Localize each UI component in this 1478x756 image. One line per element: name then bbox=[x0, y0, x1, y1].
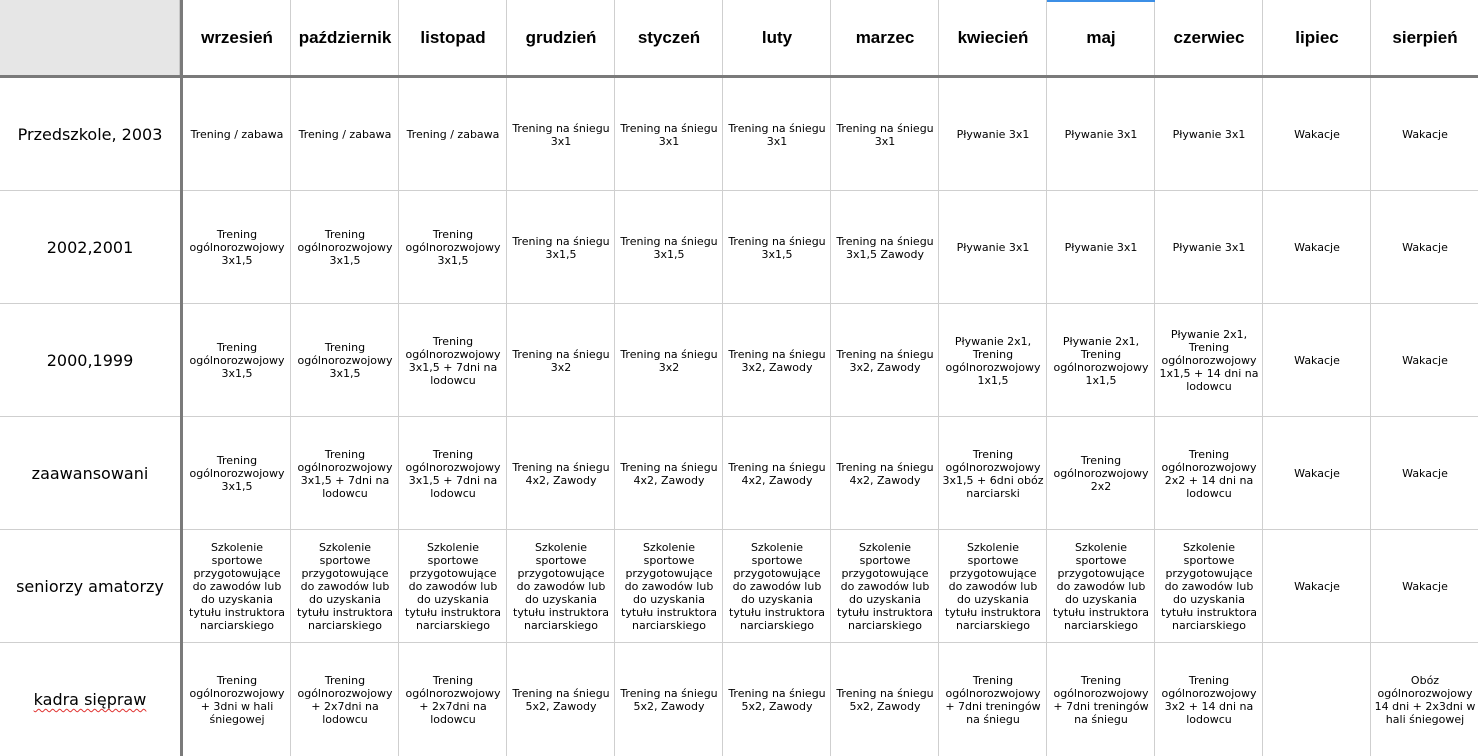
table-cell[interactable]: Pływanie 3x1 bbox=[1064, 128, 1138, 141]
table-cell[interactable]: Trening ogólnorozwojowy + 7dni treningów na śniegu bbox=[1053, 673, 1149, 726]
table-cell[interactable]: Trening na śniegu 4x2, Zawody bbox=[728, 460, 826, 487]
table-cell[interactable]: Szkolenie sportowe przygotowujące do zawodów lub do uzyskania tytułu instruktora narciarskiego bbox=[189, 541, 285, 632]
grid-line-horizontal bbox=[0, 642, 1478, 643]
table-cell[interactable]: Szkolenie sportowe przygotowujące do zawodów lub do uzyskania tytułu instruktora narciarskiego bbox=[297, 541, 393, 632]
table-cell[interactable]: Pływanie 2x1, Trening ogólnorozwojowy 1x1,5 bbox=[1053, 334, 1149, 387]
month-header-9[interactable]: czerwiec bbox=[1173, 27, 1245, 47]
table-cell[interactable]: Trening na śniegu 3x1,5 bbox=[620, 234, 718, 261]
row-header-label: 2002,2001 bbox=[46, 238, 134, 257]
table-cell[interactable]: Szkolenie sportowe przygotowujące do zawodów lub do uzyskania tytułu instruktora narciarskiego bbox=[729, 541, 825, 632]
month-header-3[interactable]: grudzień bbox=[525, 27, 597, 47]
month-header-2[interactable]: listopad bbox=[420, 27, 486, 47]
corner-cell[interactable] bbox=[0, 0, 180, 75]
table-cell[interactable]: Wakacje bbox=[1402, 467, 1448, 480]
row-header-label: seniorzy amatorzy bbox=[16, 577, 164, 596]
row-header-label: Przedszkole, 2003 bbox=[17, 125, 163, 144]
table-cell[interactable]: Szkolenie sportowe przygotowujące do zawodów lub do uzyskania tytułu instruktora narciarskiego bbox=[1161, 541, 1257, 632]
table-cell[interactable]: Trening na śniegu 3x1,5 bbox=[512, 234, 610, 261]
month-header-10[interactable]: lipiec bbox=[1295, 27, 1339, 47]
row-header-5[interactable] bbox=[0, 643, 180, 756]
table-cell[interactable]: Trening na śniegu 5x2, Zawody bbox=[728, 686, 826, 713]
table-cell[interactable]: Wakacje bbox=[1294, 354, 1340, 367]
table-cell[interactable]: Trening na śniegu 3x2 bbox=[512, 347, 610, 374]
grid-line-horizontal bbox=[0, 416, 1478, 417]
row-header-4[interactable] bbox=[0, 530, 180, 643]
table-cell[interactable]: Trening na śniegu 5x2, Zawody bbox=[836, 686, 934, 713]
table-cell[interactable]: Trening ogólnorozwojowy 2x2 + 14 dni na lodowcu bbox=[1161, 447, 1257, 500]
table-cell[interactable]: Trening na śniegu 4x2, Zawody bbox=[836, 460, 934, 487]
header-separator-horizontal bbox=[0, 75, 1478, 78]
selection-indicator bbox=[1047, 0, 1155, 2]
table-cell[interactable]: Trening ogólnorozwojowy 3x1,5 bbox=[189, 341, 285, 380]
row-header-2[interactable] bbox=[0, 304, 180, 417]
table-cell[interactable]: Trening ogólnorozwojowy 3x1,5 bbox=[297, 228, 393, 267]
table-cell[interactable]: Trening ogólnorozwojowy 3x1,5 + 7dni na lodowcu bbox=[297, 447, 393, 500]
table-cell[interactable]: Wakacje bbox=[1294, 467, 1340, 480]
table-cell[interactable]: Wakacje bbox=[1294, 241, 1340, 254]
row-header-1[interactable] bbox=[0, 191, 180, 304]
table-cell[interactable]: Trening / zabawa bbox=[406, 128, 500, 141]
table-cell[interactable]: Szkolenie sportowe przygotowujące do zawodów lub do uzyskania tytułu instruktora narciarskiego bbox=[1053, 541, 1149, 632]
table-cell[interactable]: Trening ogólnorozwojowy 3x1,5 bbox=[297, 341, 393, 380]
table-cell[interactable]: Trening na śniegu 3x2 bbox=[620, 347, 718, 374]
month-header-0[interactable]: wrzesień bbox=[201, 27, 273, 47]
table-cell[interactable]: Trening ogólnorozwojowy 2x2 bbox=[1053, 454, 1149, 493]
table-cell[interactable]: Trening na śniegu 3x1,5 bbox=[728, 234, 826, 261]
table-cell[interactable]: Szkolenie sportowe przygotowujące do zawodów lub do uzyskania tytułu instruktora narciarskiego bbox=[837, 541, 933, 632]
table-cell[interactable]: Trening ogólnorozwojowy 3x2 + 14 dni na lodowcu bbox=[1161, 673, 1257, 726]
grid-line-horizontal bbox=[0, 529, 1478, 530]
row-header-0[interactable] bbox=[0, 78, 180, 191]
table-cell[interactable]: Szkolenie sportowe przygotowujące do zawodów lub do uzyskania tytułu instruktora narciarskiego bbox=[945, 541, 1041, 632]
table-cell[interactable]: Trening ogólnorozwojowy 3x1,5 bbox=[405, 228, 501, 267]
table-cell[interactable]: Wakacje bbox=[1294, 580, 1340, 593]
table-cell[interactable]: Trening ogólnorozwojowy 3x1,5 + 6dni obóz narciarski bbox=[942, 447, 1044, 500]
table-cell[interactable]: Wakacje bbox=[1402, 128, 1448, 141]
table-cell[interactable]: Trening / zabawa bbox=[190, 128, 284, 141]
table-cell[interactable]: Trening ogólnorozwojowy + 3dni w hali śniegowej bbox=[189, 673, 285, 726]
month-header-11[interactable]: sierpień bbox=[1392, 27, 1458, 47]
table-cell[interactable]: Trening na śniegu 3x1,5 Zawody bbox=[836, 234, 934, 261]
table-cell[interactable]: Pływanie 2x1, Trening ogólnorozwojowy 1x1,5 bbox=[945, 334, 1041, 387]
grid-line-horizontal bbox=[0, 190, 1478, 191]
table-cell[interactable]: Trening na śniegu 3x1 bbox=[728, 121, 826, 148]
table-cell[interactable]: Trening na śniegu 3x1 bbox=[836, 121, 934, 148]
row-header-3[interactable] bbox=[0, 417, 180, 530]
grid-line-horizontal bbox=[0, 303, 1478, 304]
row-header-label: kadra siępraw bbox=[33, 690, 147, 709]
table-cell[interactable]: Wakacje bbox=[1294, 128, 1340, 141]
table-cell[interactable]: Pływanie 3x1 bbox=[956, 241, 1030, 254]
month-header-8[interactable]: maj bbox=[1086, 27, 1116, 47]
table-cell[interactable]: Pływanie 2x1, Trening ogólnorozwojowy 1x1,5 + 14 dni na lodowcu bbox=[1159, 328, 1259, 393]
table-cell[interactable]: Pływanie 3x1 bbox=[1172, 128, 1246, 141]
table-cell[interactable]: Szkolenie sportowe przygotowujące do zawodów lub do uzyskania tytułu instruktora narciarskiego bbox=[621, 541, 717, 632]
table-cell[interactable]: Trening na śniegu 3x1 bbox=[512, 121, 610, 148]
table-cell[interactable]: Trening ogólnorozwojowy 3x1,5 + 7dni na lodowcu bbox=[405, 334, 501, 387]
table-cell[interactable]: Wakacje bbox=[1402, 241, 1448, 254]
month-header-1[interactable]: październik bbox=[298, 27, 392, 47]
table-cell[interactable]: Wakacje bbox=[1402, 354, 1448, 367]
table-cell[interactable]: Trening ogólnorozwojowy 3x1,5 bbox=[189, 454, 285, 493]
header-separator-vertical bbox=[180, 0, 183, 756]
table-cell[interactable]: Trening ogólnorozwojowy + 2x7dni na lodowcu bbox=[297, 673, 393, 726]
month-header-4[interactable]: styczeń bbox=[637, 27, 701, 47]
table-cell[interactable]: Trening na śniegu 5x2, Zawody bbox=[512, 686, 610, 713]
table-cell[interactable]: Szkolenie sportowe przygotowujące do zawodów lub do uzyskania tytułu instruktora narciarskiego bbox=[513, 541, 609, 632]
table-cell[interactable]: Trening na śniegu 5x2, Zawody bbox=[620, 686, 718, 713]
table-cell[interactable]: Trening ogólnorozwojowy + 7dni treningów na śniegu bbox=[945, 673, 1041, 726]
table-cell[interactable]: Trening na śniegu 3x2, Zawody bbox=[728, 347, 826, 374]
table-cell[interactable]: Obóz ogólnorozwojowy 14 dni + 2x3dni w hali śniegowej bbox=[1374, 673, 1476, 726]
table-cell[interactable]: Trening ogólnorozwojowy + 2x7dni na lodowcu bbox=[405, 673, 501, 726]
table-cell[interactable]: Trening na śniegu 4x2, Zawody bbox=[620, 460, 718, 487]
table-cell[interactable]: Pływanie 3x1 bbox=[956, 128, 1030, 141]
row-header-label: zaawansowani bbox=[31, 464, 149, 483]
table-cell[interactable]: Pływanie 3x1 bbox=[1064, 241, 1138, 254]
table-cell[interactable]: Trening ogólnorozwojowy 3x1,5 + 7dni na lodowcu bbox=[405, 447, 501, 500]
month-header-5[interactable]: luty bbox=[761, 27, 793, 47]
table-cell[interactable]: Trening / zabawa bbox=[298, 128, 392, 141]
row-header-label: 2000,1999 bbox=[46, 351, 134, 370]
table-cell[interactable]: Szkolenie sportowe przygotowujące do zawodów lub do uzyskania tytułu instruktora narciarskiego bbox=[405, 541, 501, 632]
table-cell[interactable]: Trening na śniegu 4x2, Zawody bbox=[512, 460, 610, 487]
table-cell[interactable]: Wakacje bbox=[1402, 580, 1448, 593]
table-cell[interactable]: Trening ogólnorozwojowy 3x1,5 bbox=[189, 228, 285, 267]
month-header-6[interactable]: marzec bbox=[855, 27, 915, 47]
table-cell[interactable]: Trening na śniegu 3x2, Zawody bbox=[836, 347, 934, 374]
table-cell[interactable]: Trening na śniegu 3x1 bbox=[620, 121, 718, 148]
table-cell[interactable]: Pływanie 3x1 bbox=[1172, 241, 1246, 254]
table-cell[interactable] bbox=[1263, 643, 1371, 756]
month-header-7[interactable]: kwiecień bbox=[957, 27, 1029, 47]
